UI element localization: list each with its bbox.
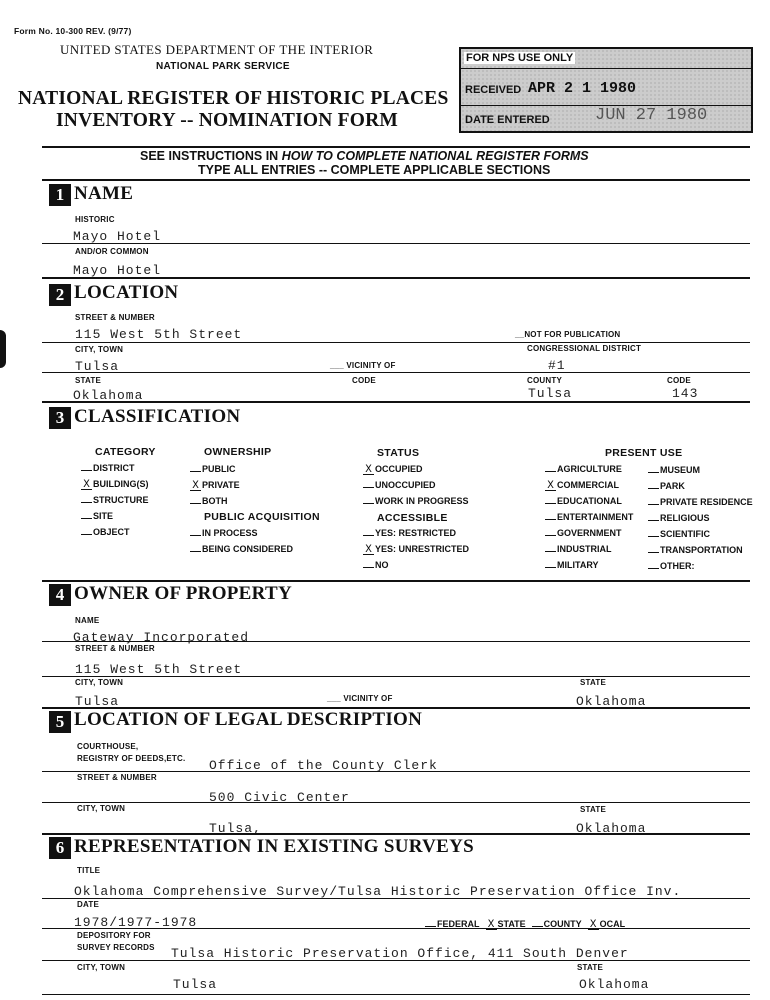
- checkbox-option[interactable]: [81, 479, 149, 490]
- section-title: NAME: [74, 183, 134, 204]
- checkbox-option[interactable]: [545, 480, 619, 491]
- checkbox-label: BEING CONSIDERED: [202, 544, 294, 554]
- checkbox-option[interactable]: [648, 513, 710, 523]
- owner-city-value: Tulsa: [75, 694, 120, 709]
- received-label: RECEIVED: [465, 84, 522, 96]
- rule: [42, 771, 750, 772]
- nps-heading: FOR NPS USE ONLY: [466, 52, 574, 64]
- nps-use-box: [459, 47, 753, 133]
- legal-street-label: STREET & NUMBER: [77, 773, 157, 782]
- checkbox-mark[interactable]: [363, 567, 374, 568]
- not-pub-label: NOT FOR PUBLICATION: [524, 330, 621, 339]
- owner-vicinity-label: ___ VICINITY OF: [327, 694, 393, 703]
- survey-date-value: 1978/1977-1978: [74, 915, 198, 930]
- checkbox-mark[interactable]: [363, 487, 374, 488]
- checkbox-label: COMMERCIAL: [557, 480, 619, 490]
- checkbox-mark[interactable]: [545, 551, 556, 552]
- checkbox-mark[interactable]: [190, 503, 201, 504]
- checkbox-mark[interactable]: X: [588, 921, 599, 930]
- congressional-value: #1: [548, 358, 566, 373]
- checkbox-mark[interactable]: [190, 471, 201, 472]
- accessible-heading: ACCESSIBLE: [377, 512, 448, 524]
- checkbox-label: WORK IN PROGRESS: [375, 496, 469, 506]
- common-name: Mayo Hotel: [73, 263, 162, 278]
- checkbox-label: BUILDING(S): [93, 479, 149, 489]
- rule: [42, 342, 750, 343]
- checkbox-option[interactable]: [190, 544, 293, 554]
- section-number: 1: [49, 184, 71, 206]
- checkbox-option[interactable]: [81, 463, 135, 473]
- checkbox-option[interactable]: [545, 496, 622, 506]
- owner-vicinity-text: VICINITY OF: [343, 694, 393, 703]
- checkbox-label: GOVERNMENT: [557, 528, 622, 538]
- code2-label: CODE: [667, 376, 691, 385]
- checkbox-option[interactable]: [363, 464, 423, 475]
- checkbox-label: SITE: [93, 511, 114, 521]
- acquisition-heading: PUBLIC ACQUISITION: [204, 511, 320, 523]
- checkbox-label: SCIENTIFIC: [660, 529, 711, 539]
- checkbox-option[interactable]: [648, 529, 710, 539]
- checkbox-mark[interactable]: X: [363, 546, 374, 555]
- checkbox-mark[interactable]: [532, 926, 543, 927]
- rule: [42, 833, 750, 835]
- owner-name-label: NAME: [75, 616, 100, 625]
- section-number: 3: [49, 407, 71, 429]
- historic-label: HISTORIC: [75, 215, 115, 224]
- checkbox-mark[interactable]: [81, 518, 92, 519]
- date-entered-stamp: JUN 27 1980: [595, 106, 708, 125]
- checkbox-option[interactable]: [648, 561, 695, 571]
- checkbox-label: MUSEUM: [660, 465, 700, 475]
- checkbox-label: OCAL: [599, 919, 626, 929]
- checkbox-option[interactable]: [648, 481, 685, 491]
- checkbox-mark[interactable]: [363, 535, 374, 536]
- survey-title-label: TITLE: [77, 866, 101, 875]
- checkbox-mark[interactable]: [81, 470, 92, 471]
- rule: [42, 277, 750, 279]
- depository-label: DEPOSITORY FOR: [77, 931, 151, 940]
- instructions-title: HOW TO COMPLETE NATIONAL REGISTER FORMS: [281, 149, 589, 163]
- received-stamp: APR 2 1 1980: [528, 80, 637, 97]
- instructions-line2: TYPE ALL ENTRIES -- COMPLETE APPLICABLE SECTIONS: [198, 163, 551, 177]
- historic-name: Mayo Hotel: [73, 229, 162, 244]
- section-number: 5: [49, 711, 71, 733]
- instructions-prefix: SEE INSTRUCTIONS IN: [140, 149, 282, 163]
- owner-city-label: CITY, TOWN: [75, 678, 124, 687]
- city-value: Tulsa: [75, 359, 120, 374]
- section-number: 6: [49, 837, 71, 859]
- rule: [42, 676, 750, 677]
- instructions-line1: [140, 149, 589, 163]
- checkbox-mark[interactable]: [545, 567, 556, 568]
- checkbox-mark[interactable]: [648, 568, 659, 569]
- rule: [42, 580, 750, 582]
- depository-value: Tulsa Historic Preservation Office, 411 South Denver: [171, 946, 629, 961]
- owner-street-label: STREET & NUMBER: [75, 644, 155, 653]
- survey-records-label: SURVEY RECORDS: [77, 943, 155, 952]
- checkbox-mark[interactable]: X: [545, 482, 556, 491]
- checkbox-label: TRANSPORTATION: [660, 545, 743, 555]
- section-title: CLASSIFICATION: [74, 406, 241, 427]
- legal-city-value: Tulsa,: [209, 821, 262, 836]
- checkbox-option[interactable]: [190, 528, 258, 538]
- survey-date-label: DATE: [77, 900, 99, 909]
- checkbox-option[interactable]: [648, 465, 700, 475]
- checkbox-mark[interactable]: [545, 503, 556, 504]
- section-title: REPRESENTATION IN EXISTING SURVEYS: [74, 836, 475, 857]
- category-heading: CATEGORY: [95, 446, 156, 458]
- rule: [42, 146, 750, 148]
- checkbox-mark[interactable]: [545, 535, 556, 536]
- checkbox-option[interactable]: [81, 511, 113, 521]
- date-entered-label: DATE ENTERED: [465, 114, 550, 126]
- checkbox-label: NO: [375, 560, 389, 570]
- rule: [42, 898, 750, 899]
- form-title-line2: INVENTORY -- NOMINATION FORM: [56, 110, 399, 131]
- street-value: 115 West 5th Street: [75, 327, 243, 342]
- legal-street-value: 500 Civic Center: [209, 790, 350, 805]
- county-label: COUNTY: [527, 376, 562, 385]
- checkbox-option[interactable]: [545, 464, 622, 474]
- section-title: LOCATION: [74, 282, 179, 303]
- checkbox-mark[interactable]: [648, 552, 659, 553]
- courthouse-value: Office of the County Clerk: [209, 758, 438, 773]
- section-title: OWNER OF PROPERTY: [74, 583, 293, 604]
- vicinity-label: ___ VICINITY OF: [330, 361, 396, 370]
- checkbox-mark[interactable]: [648, 472, 659, 473]
- checkbox-label: YES: UNRESTRICTED: [375, 544, 470, 554]
- section-title: LOCATION OF LEGAL DESCRIPTION: [74, 709, 423, 730]
- checkbox-label: PRIVATE: [202, 480, 240, 490]
- vicinity-text: VICINITY OF: [346, 361, 396, 370]
- checkbox-option[interactable]: [545, 528, 622, 538]
- checkbox-mark[interactable]: [81, 534, 92, 535]
- legal-state-value: Oklahoma: [576, 821, 647, 836]
- checkbox-label: DISTRICT: [93, 463, 135, 473]
- checkbox-option[interactable]: [648, 545, 743, 555]
- checkbox-option[interactable]: [545, 544, 612, 554]
- survey-city-value: Tulsa: [173, 977, 218, 992]
- common-label: AND/OR COMMON: [75, 247, 149, 256]
- checkbox-label: PRIVATE RESIDENCE: [660, 497, 753, 507]
- status-heading: STATUS: [377, 447, 420, 459]
- rule: [42, 641, 750, 642]
- rule: [42, 243, 750, 244]
- state-value: Oklahoma: [73, 388, 144, 403]
- checkbox-mark[interactable]: [363, 503, 374, 504]
- checkbox-mark[interactable]: [545, 519, 556, 520]
- owner-name-value: Gateway Incorporated: [73, 630, 250, 645]
- checkbox-option[interactable]: [190, 464, 236, 474]
- checkbox-label: AGRICULTURE: [557, 464, 622, 474]
- checkbox-mark[interactable]: [81, 502, 92, 503]
- checkbox-label: OCCUPIED: [375, 464, 423, 474]
- section-number: 2: [49, 284, 71, 306]
- checkbox-mark[interactable]: [190, 535, 201, 536]
- registry-label: REGISTRY OF DEEDS,ETC.: [77, 754, 186, 763]
- checkbox-label: RELIGIOUS: [660, 513, 710, 523]
- checkbox-label: ENTERTAINMENT: [557, 512, 634, 522]
- checkbox-label: OTHER:: [660, 561, 695, 571]
- checkbox-label: UNOCCUPIED: [375, 480, 436, 490]
- owner-street-value: 115 West 5th Street: [75, 662, 243, 677]
- courthouse-label: COURTHOUSE,: [77, 742, 139, 751]
- checkbox-option[interactable]: [190, 496, 228, 506]
- checkbox-mark[interactable]: X: [81, 481, 92, 490]
- checkbox-label: EDUCATIONAL: [557, 496, 622, 506]
- rule: [42, 179, 750, 181]
- checkbox-mark[interactable]: [545, 471, 556, 472]
- legal-city-label: CITY, TOWN: [77, 804, 126, 813]
- checkbox-mark[interactable]: [648, 488, 659, 489]
- checkbox-label: COUNTY: [543, 919, 582, 929]
- congressional-label: CONGRESSIONAL DISTRICT: [527, 344, 642, 353]
- checkbox-mark[interactable]: X: [190, 482, 201, 491]
- checkbox-option[interactable]: [363, 528, 456, 538]
- checkbox-option[interactable]: [363, 560, 389, 570]
- checkbox-label: PUBLIC: [202, 464, 236, 474]
- city-label: CITY, TOWN: [75, 345, 124, 354]
- checkbox-label: OBJECT: [93, 527, 130, 537]
- owner-state-value: Oklahoma: [576, 694, 647, 709]
- owner-state-label: STATE: [580, 678, 607, 687]
- rule: [42, 802, 750, 803]
- checkbox-label: YES: RESTRICTED: [375, 528, 457, 538]
- checkbox-option[interactable]: [81, 495, 149, 505]
- checkbox-option[interactable]: [190, 480, 240, 491]
- state-label: STATE: [75, 376, 102, 385]
- county-code-value: 143: [672, 386, 699, 401]
- rule: [42, 960, 750, 961]
- section-number: 4: [49, 584, 71, 606]
- department-name: UNITED STATES DEPARTMENT OF THE INTERIOR: [60, 42, 374, 57]
- checkbox-label: STATE: [497, 919, 526, 929]
- form-title-line1: NATIONAL REGISTER OF HISTORIC PLACES: [18, 88, 449, 109]
- form-number: Form No. 10-300 REV. (9/77): [14, 26, 132, 36]
- checkbox-label: IN PROCESS: [202, 528, 258, 538]
- rule: [42, 401, 750, 403]
- checkbox-option[interactable]: [363, 544, 469, 555]
- checkbox-label: BOTH: [202, 496, 228, 506]
- rule: [42, 928, 750, 929]
- checkbox-mark[interactable]: [190, 551, 201, 552]
- street-label: STREET & NUMBER: [75, 313, 155, 322]
- checkbox-label: FEDERAL: [437, 919, 480, 929]
- checkbox-mark[interactable]: [648, 536, 659, 537]
- ownership-heading: OWNERSHIP: [204, 446, 272, 458]
- checkbox-mark[interactable]: [648, 504, 659, 505]
- rule: [42, 994, 750, 995]
- survey-level-options: [425, 914, 631, 932]
- checkbox-option[interactable]: [81, 527, 130, 537]
- checkbox-label: INDUSTRIAL: [557, 544, 612, 554]
- checkbox-mark[interactable]: X: [486, 921, 497, 930]
- checkbox-label: MILITARY: [557, 560, 599, 570]
- legal-state-label: STATE: [580, 805, 607, 814]
- checkbox-option[interactable]: [648, 497, 753, 507]
- checkbox-label: STRUCTURE: [93, 495, 149, 505]
- checkbox-mark[interactable]: [648, 520, 659, 521]
- survey-state-label: STATE: [577, 963, 604, 972]
- survey-state-value: Oklahoma: [579, 977, 650, 992]
- not-for-publication: __NOT FOR PUBLICATION: [515, 330, 621, 339]
- present-use-heading: PRESENT USE: [605, 447, 683, 459]
- checkbox-option[interactable]: [545, 560, 599, 570]
- checkbox-option[interactable]: [545, 512, 633, 522]
- rule: [42, 372, 750, 373]
- binding-hole-mark: [0, 330, 6, 368]
- survey-city-label: CITY, TOWN: [77, 963, 126, 972]
- checkbox-mark[interactable]: X: [363, 466, 374, 475]
- checkbox-mark[interactable]: [425, 926, 436, 927]
- checkbox-label: PARK: [660, 481, 685, 491]
- code-label: CODE: [352, 376, 376, 385]
- service-name: NATIONAL PARK SERVICE: [156, 61, 290, 72]
- checkbox-option[interactable]: [363, 496, 469, 506]
- survey-title-value: Oklahoma Comprehensive Survey/Tulsa Historic Preservation Office Inv.: [74, 884, 682, 899]
- checkbox-option[interactable]: [363, 480, 436, 490]
- county-value: Tulsa: [528, 386, 573, 401]
